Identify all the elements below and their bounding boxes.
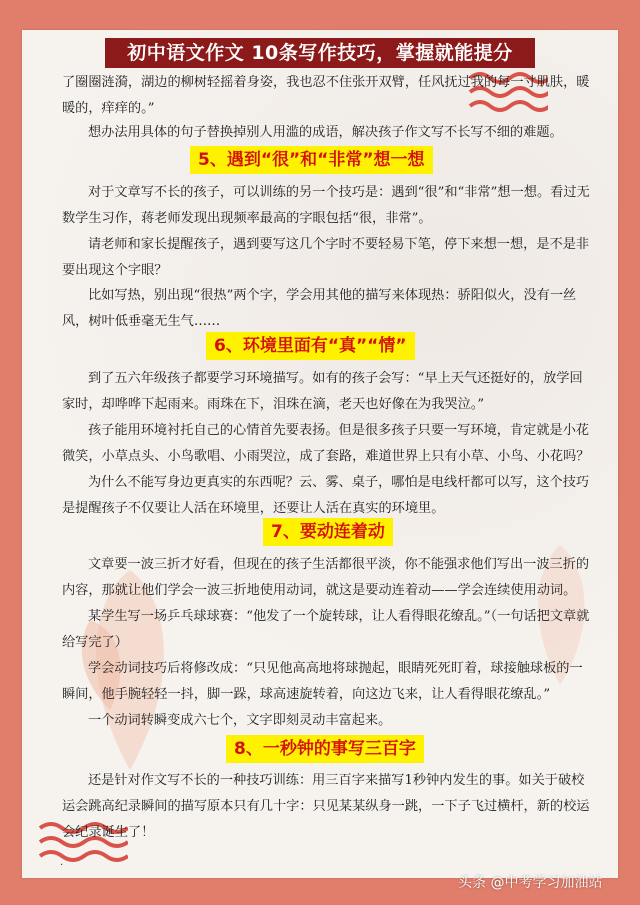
paragraph: 某学生写一场乒乓球球赛：“他发了一个旋转球，让人看得眼花缭乱。”（一句话把文章就给写完了）: [62, 609, 590, 650]
paragraph: 比如写热，别出现“很热”两个字，学会用其他的描写来体现热：骄阳似火，没有一丝风，树叶低垂毫无生气……: [62, 288, 577, 329]
page-title: 初中语文作文 10条写作技巧，掌握就能提分: [105, 38, 535, 68]
paragraph: 了圈圈涟漪，湖边的柳树轻摇着身姿，我也忍不住张开双臂，任风抚过我的每一寸肌肤，暖暖的，痒痒的。”: [62, 75, 590, 116]
source-watermark: 头条 @中考学习加油站: [458, 875, 603, 891]
paragraph: 一个动词转瞬变成六七个，文字即刻灵动丰富起来。: [88, 713, 392, 728]
paragraph: 对于文章写不长的孩子，可以训练的另一个技巧是：遇到“很”和“非常”想一想。看过无数学生习作，蒋老师发现出现频率最高的字眼包括“很，非常”。: [62, 185, 590, 226]
bottom-mark: .: [60, 857, 64, 868]
section-heading: 7、要动连着动: [263, 518, 393, 546]
paragraph: 孩子能用环境衬托自己的心情首先要表扬。但是很多孩子只要一写环境，肯定就是小花微笑，小草点头、小鸟歌唱、小雨哭泣，成了套路，难道世界上只有小草、小鸟、小花吗？: [62, 423, 590, 464]
paragraph: 到了五六年级孩子都要学习环境描写。如有的孩子会写：“早上天气还挺好的，放学回家时，却哗哗下起雨来。雨珠在下，泪珠在滴，老天也好像在为我哭泣。”: [62, 371, 583, 412]
section-heading: 5、遇到“很”和“非常”想一想: [190, 146, 433, 174]
paragraph: 还是针对作文写不长的一种技巧训练：用三百字来描写1秒钟内发生的事。如关于破校运会跳高纪录瞬间的描写原本只有几十字：只见某某纵身一跳，一下子飞过横杆，新的校运会纪录诞生了！: [62, 773, 590, 840]
paragraph: 文章要一波三折才好看，但现在的孩子生活都很平淡，你不能强求他们写出一波三折的内容，那就让他们学会一波三折地使用动词，就这是要动连着动——学会连续使用动词。: [62, 557, 590, 598]
paragraph: 学会动词技巧后将修改成：“只见他高高地将球抛起，眼睛死死盯着，球接触球板的一瞬间，他手腕轻轻一抖，脚一跺，球高速旋转着，向这边飞来，让人看得眼花缭乱。”: [62, 661, 583, 702]
paragraph: 请老师和家长提醒孩子，遇到要写这几个字时不要轻易下笔，停下来想一想，是不是非要出现这个字眼？: [62, 237, 590, 278]
section-heading: 8、一秒钟的事写三百字: [226, 735, 424, 763]
paragraph: 为什么不能写身边更真实的东西呢？云、雾、桌子，哪怕是电线杆都可以写，这个技巧是提醒孩子不仅要让人活在环境里，还要让人活在真实的环境里。: [62, 475, 590, 516]
section-heading: 6、环境里面有“真”“情”: [206, 332, 415, 360]
paragraph: 想办法用具体的句子替换掉别人用滥的成语，解决孩子作文写不长写不细的难题。: [88, 125, 563, 140]
